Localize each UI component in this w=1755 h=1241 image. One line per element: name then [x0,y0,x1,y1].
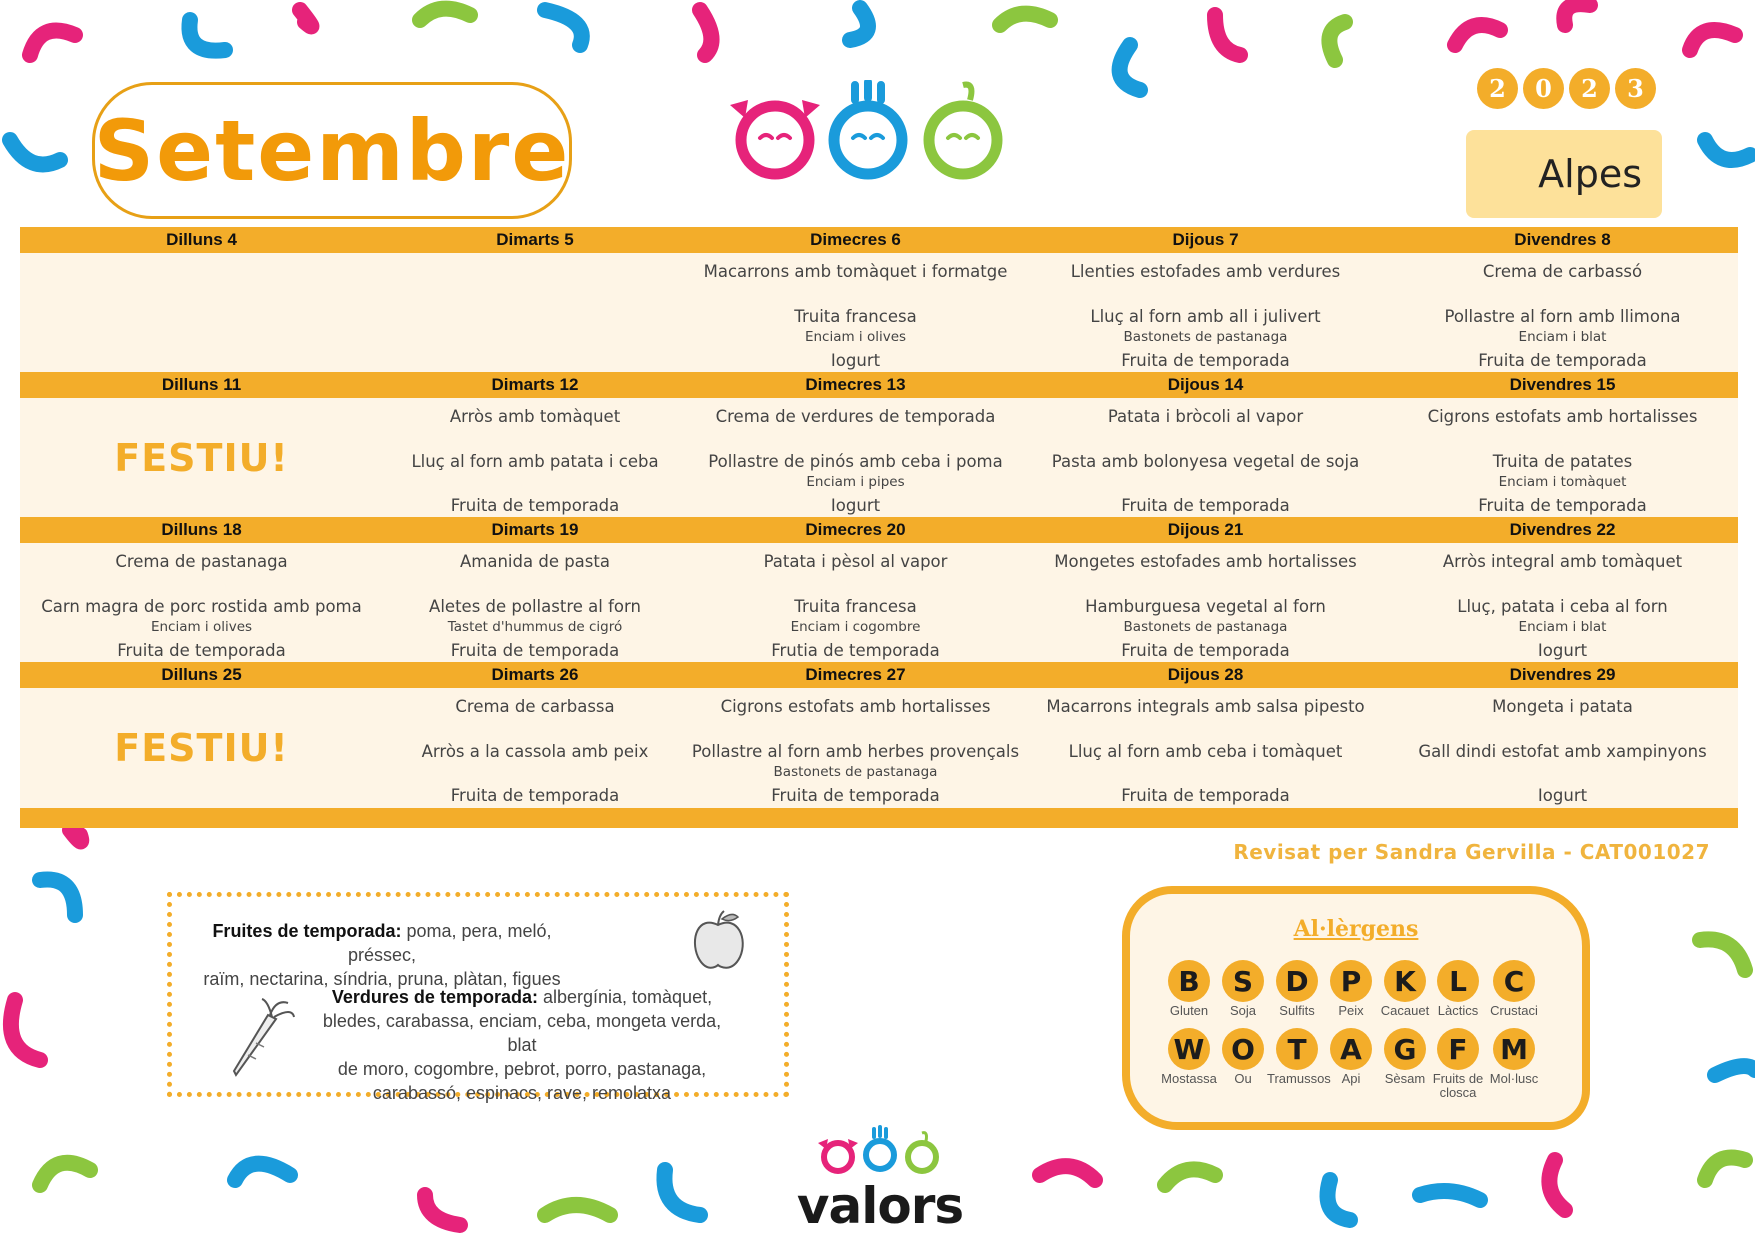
allergen-item [1375,960,1435,1018]
month-title [92,82,572,219]
second-course: Truita de patates [1492,452,1633,471]
dessert: Fruita de temporada [450,786,620,805]
vegetables-text [312,985,732,1105]
day-header: Dijous 28 [1167,665,1244,684]
side-dish: Enciam i olives [150,619,253,635]
allergen-code-icon: F [1437,1028,1479,1070]
allergen-item [1213,960,1273,1018]
day-menu-cell [687,253,1024,372]
holiday-label: FESTIU! [114,436,289,480]
year-digit: 3 [1615,68,1656,109]
fruits-label: Fruites de temporada: [212,921,402,941]
allergen-name: Gluten [1169,1003,1209,1018]
allergen-code-icon: G [1384,1028,1426,1070]
day-menu-cell [687,543,1024,662]
seasonal-produce-box [167,892,789,1103]
dessert: Fruita de temporada [1478,351,1647,370]
day-header: Dimarts 12 [491,375,579,394]
day-header: Dimarts 5 [496,230,574,249]
dessert: Fruita de temporada [117,641,286,660]
first-course: Cigrons estofats amb hortalisses [1427,407,1698,426]
valors-logo [790,1125,970,1235]
dessert: Iogurt [1537,786,1588,805]
menu-week [20,372,1738,517]
first-course: Macarrons integrals amb salsa pipesto [1046,697,1365,716]
allergen-item [1428,1028,1488,1100]
day-header: Dimecres 13 [805,375,906,394]
day-header: Dimecres 6 [810,230,901,249]
dessert: Fruita de temporada [771,786,940,805]
first-course: Arròs integral amb tomàquet [1442,552,1683,571]
allergen-code-icon: D [1276,960,1318,1002]
allergen-item [1321,960,1381,1018]
vegetables-line2: bledes, carabassa, enciam, ceba, mongeta verda, blat [322,1011,722,1055]
second-course: Pasta amb bolonyesa vegetal de soja [1051,452,1360,471]
side-dish: Tastet d'hummus de cigró [447,619,623,635]
second-course: Gall dindi estofat amb xampinyons [1418,742,1707,761]
menu-week [20,517,1738,662]
allergen-name: Api [1341,1071,1361,1086]
allergen-code-icon: P [1330,960,1372,1002]
dessert: Fruita de temporada [1121,351,1290,370]
day-menu-cell [1024,543,1387,662]
first-course: Cigrons estofats amb hortalisses [720,697,991,716]
day-menu-cell [383,398,687,517]
first-course: Macarrons amb tomàquet i formatge [703,262,1008,281]
allergen-code-icon: T [1276,1028,1318,1070]
dessert: Fruita de temporada [1121,496,1290,515]
day-menu-cell [20,398,383,517]
day-header: Divendres 8 [1514,230,1611,249]
second-course: Truita francesa [794,597,917,616]
allergen-code-icon: W [1168,1028,1210,1070]
day-menu-cell [20,688,383,807]
carrot-icon [226,997,296,1079]
week-header-row [20,517,1738,543]
week-header-row [20,227,1738,253]
vegetables-label: Verdures de temporada: [331,987,538,1007]
center-name: Alpes [1538,152,1642,196]
allergen-code-icon: S [1222,960,1264,1002]
day-menu-cell [20,543,383,662]
allergen-name: Soja [1229,1003,1257,1018]
allergen-code-icon: B [1168,960,1210,1002]
allergen-code-icon: M [1493,1028,1535,1070]
dessert: Fruita de temporada [450,496,620,515]
dessert: Iogurt [830,351,881,370]
allergen-code-icon: A [1330,1028,1372,1070]
first-course: Mongetes estofades amb hortalisses [1054,552,1357,571]
side-dish: Enciam i pipes [806,474,905,490]
second-course: Arròs a la cassola amb peix [421,742,649,761]
allergen-item [1375,1028,1435,1086]
allergen-item [1321,1028,1381,1086]
day-menu-cell [687,398,1024,517]
day-menu-cell [20,253,383,372]
side-dish: Bastonets de pastanaga [1123,619,1288,635]
day-header: Dijous 21 [1167,520,1244,539]
allergen-code-icon: K [1384,960,1426,1002]
second-course: Aletes de pollastre al forn [429,597,641,616]
day-header: Dimarts 26 [491,665,579,684]
day-menu-cell [687,688,1024,807]
day-menu-cell [1024,253,1387,372]
day-header: Dimarts 19 [491,520,579,539]
second-course: Pollastre al forn amb herbes provençals [691,742,1020,761]
first-course: Crema de carbassó [1482,262,1643,281]
fruits-line1: poma, pera, meló, préssec, [347,921,552,965]
side-dish: Enciam i cogombre [790,619,921,635]
allergen-name: Cacauet [1380,1003,1430,1018]
dessert: Iogurt [830,496,881,515]
day-header: Dilluns 4 [166,230,237,249]
side-dish: Enciam i blat [1518,329,1607,345]
year-digit: 2 [1569,68,1610,109]
center-name-badge [1466,130,1662,218]
second-course: Pollastre de pinós amb ceba i poma [708,452,1003,471]
day-header: Dilluns 18 [161,520,242,539]
first-course: Patata i pèsol al vapor [763,552,948,571]
vegetables-line4: carabassó, espinacs, rave, remolatxa [372,1083,672,1103]
side-dish: Bastonets de pastanaga [773,764,938,780]
allergen-name: Sulfits [1279,1003,1315,1018]
menu-table [20,227,1738,828]
vegetables-line3: de moro, cogombre, pebrot, porro, pastanaga, [337,1059,707,1079]
day-menu-cell [1024,688,1387,807]
apple-icon [688,909,748,973]
dessert: Fruita de temporada [1121,786,1290,805]
first-course: Patata i bròcoli al vapor [1107,407,1304,426]
day-menu-cell [383,543,687,662]
reviewed-by: Revisat per Sandra Gervilla - CAT001027 [1233,840,1710,864]
allergen-name: Crustaci [1490,1003,1538,1018]
second-course: Lluç al forn amb all i julivert [1090,307,1321,326]
allergen-item [1267,1028,1331,1086]
allergen-code-icon: O [1222,1028,1264,1070]
first-course: Llenties estofades amb verdures [1070,262,1341,281]
first-course: Crema de pastanaga [115,552,288,571]
allergen-name: Fruits de closca [1432,1071,1484,1100]
second-course: Lluç al forn amb ceba i tomàquet [1068,742,1343,761]
dessert: Fruita de temporada [450,641,620,660]
fruits-text [182,919,582,991]
second-course: Lluç, patata i ceba al forn [1457,597,1668,616]
second-course: Truita francesa [794,307,917,326]
allergen-code-icon: L [1437,960,1479,1002]
week-header-row [20,372,1738,398]
second-course: Lluç al forn amb patata i ceba [411,452,659,471]
menu-bottom-bar [20,808,1738,828]
day-header: Dimecres 20 [805,520,906,539]
allergen-name: Peix [1338,1003,1364,1018]
week-header-row [20,662,1738,688]
menu-week [20,227,1738,372]
allergen-item [1159,1028,1219,1086]
allergen-name: Sèsam [1384,1071,1426,1086]
valors-wordmark: valors [796,1177,964,1235]
side-dish: Enciam i olives [804,329,907,345]
day-menu-cell [383,253,687,372]
allergen-item [1159,960,1219,1018]
year-badges [1477,68,1656,109]
allergen-item [1484,960,1544,1018]
day-header: Dijous 7 [1172,230,1239,249]
allergen-item [1267,960,1327,1018]
allergen-item [1484,1028,1544,1086]
day-header: Divendres 22 [1509,520,1616,539]
side-dish: Bastonets de pastanaga [1123,329,1288,345]
first-course: Crema de carbassa [455,697,615,716]
menu-week [20,662,1738,807]
allergens-box [1122,886,1590,1130]
day-menu-cell [1387,543,1738,662]
month-title-text: Setembre [93,101,571,200]
year-digit: 2 [1477,68,1518,109]
year-digit: 0 [1523,68,1564,109]
first-course: Arròs amb tomàquet [449,407,621,426]
day-header: Dijous 14 [1167,375,1244,394]
day-header: Divendres 29 [1509,665,1616,684]
allergen-name: Ou [1234,1071,1252,1086]
brand-faces-logo [720,80,1010,190]
fruits-line2: raïm, nectarina, síndria, pruna, plàtan, figues [203,969,561,989]
day-menu-cell [1387,688,1738,807]
first-course: Mongeta i patata [1492,697,1633,716]
allergen-name: Làctics [1437,1003,1479,1018]
side-dish: Enciam i blat [1518,619,1607,635]
allergens-title: Al·lèrgens [1293,916,1419,942]
allergen-item [1428,960,1488,1018]
vegetables-line1: albergínia, tomàquet, [537,987,713,1007]
valors-faces-icon [790,1125,970,1180]
dessert: Fruita de temporada [1478,496,1647,515]
holiday-label: FESTIU! [114,726,289,770]
day-header: Dilluns 11 [161,375,242,394]
first-course: Crema de verdures de temporada [715,407,996,426]
allergen-item [1213,1028,1273,1086]
day-header: Dimecres 27 [805,665,906,684]
day-menu-cell [1387,253,1738,372]
dessert: Iogurt [1537,641,1588,660]
allergen-name: Tramussos [1267,1071,1331,1086]
second-course: Carn magra de porc rostida amb poma [41,597,362,616]
day-header: Dilluns 25 [161,665,242,684]
first-course: Amanida de pasta [460,552,610,571]
allergen-name: Mol·lusc [1489,1071,1539,1086]
day-menu-cell [383,688,687,807]
second-course: Pollastre al forn amb llimona [1444,307,1681,326]
day-menu-cell [1024,398,1387,517]
dessert: Fruita de temporada [1121,641,1290,660]
allergen-code-icon: C [1493,960,1535,1002]
day-menu-cell [1387,398,1738,517]
dessert: Frutia de temporada [771,641,940,660]
allergen-name: Mostassa [1161,1071,1217,1086]
side-dish: Enciam i tomàquet [1498,474,1627,490]
day-header: Divendres 15 [1509,375,1616,394]
second-course: Hamburguesa vegetal al forn [1085,597,1326,616]
